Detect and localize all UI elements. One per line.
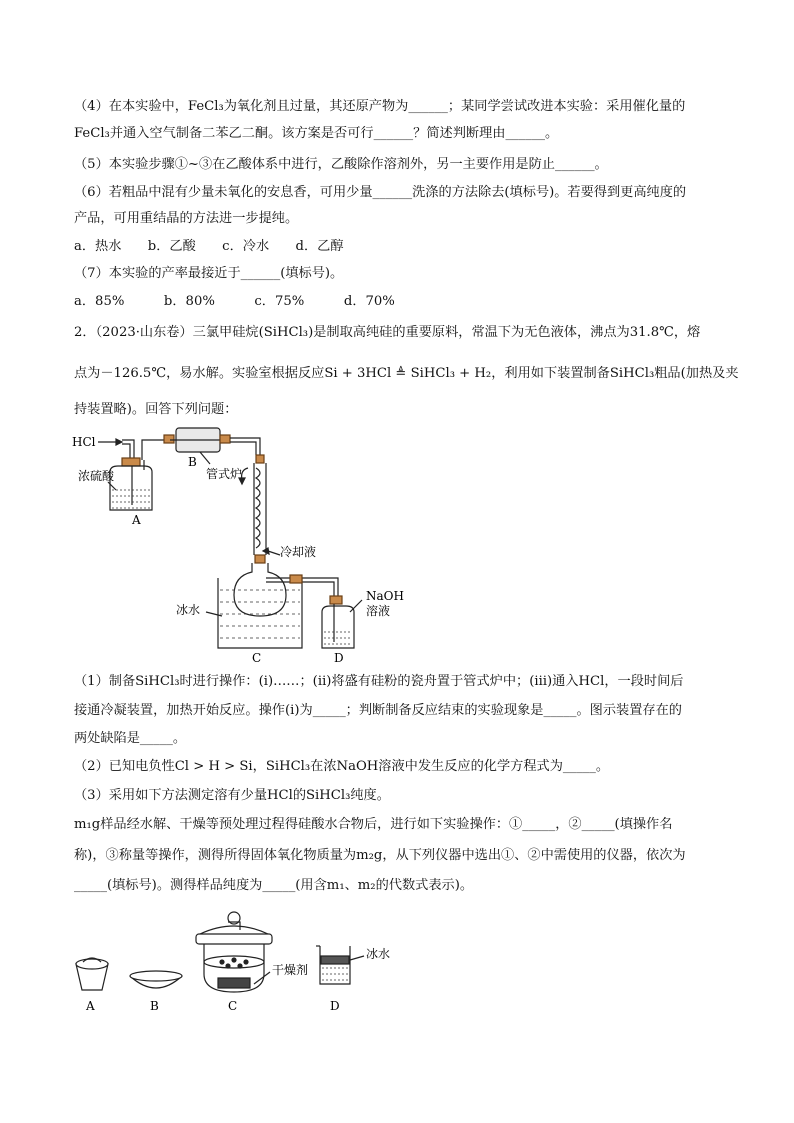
text-line: 两处缺陷是_____。: [74, 731, 187, 746]
text-line: （7）本实验的产率最接近于______(填标号)。: [74, 266, 344, 281]
hcl-label: HCl: [72, 435, 96, 449]
label-c: C: [252, 651, 262, 665]
text-line: 点为－126.5℃，易水解。实验室根据反应Si + 3HCl ≜ SiHCl₃ + H₂，利用如下装置制备SiHCl₃粗品(加热及夹: [74, 366, 739, 381]
text-line: （3）采用如下方法测定溶有少量HCl的SiHCl₃纯度。: [74, 788, 390, 803]
text-line: 持装置略)。回答下列问题：: [74, 402, 238, 417]
label-b: B: [150, 999, 159, 1013]
question-2-heading: 2．（2023·山东卷）三氯甲硅烷(SiHCl₃)是制取高纯硅的重要原料，常温下为无色液体，沸点为31.8℃，熔: [74, 325, 701, 340]
text-line: _____(填标号)。测得样品纯度为_____(用含m₁、m₂的代数式表示)。: [74, 878, 474, 893]
apparatus-diagram: [70, 420, 420, 665]
text-line: （6）若粗品中混有少量未氧化的安息香，可用少量______洗涤的方法除去(填标号)。若要得到更高纯度的: [74, 185, 687, 200]
label-b: B: [188, 455, 197, 469]
ice-water-label: 冰水: [176, 603, 201, 617]
desiccant-label: 干燥剂: [272, 963, 309, 977]
label-a: A: [132, 513, 141, 527]
label-a: A: [86, 999, 95, 1013]
instruments-diagram: [68, 900, 408, 1018]
text-line: a．热水 b．乙酸 c．冷水 d．乙醇: [74, 239, 344, 254]
text-line: （4）在本实验中，FeCl₃为氧化剂且过量，其还原产物为______；某同学尝试改进本实验：采用催化量的: [74, 99, 686, 114]
coolant-label: 冷却液: [280, 545, 317, 559]
furnace-label: 管式炉: [206, 467, 243, 481]
label-d: D: [330, 999, 340, 1013]
text-line: （2）已知电负性Cl > H > Si，SiHCl₃在浓NaOH溶液中发生反应的化学方程式为_____。: [74, 759, 610, 774]
naoh-label: NaOH: [366, 589, 404, 603]
solution-label: 溶液: [366, 604, 391, 618]
text-line: FeCl₃并通入空气制备二苯乙二酮。该方案是否可行______？简述判断理由______。: [74, 126, 559, 141]
text-line: 接通冷凝装置，加热开始反应。操作(ⅰ)为_____；判断制备反应结束的实验现象是_____。图示装置存在的: [74, 703, 682, 718]
text-line: 产品，可用重结晶的方法进一步提纯。: [74, 211, 299, 226]
text-line: （1）制备SiHCl₃时进行操作：(ⅰ)……；(ⅱ)将盛有硅粉的瓷舟置于管式炉中；(ⅲ)通入HCl，一段时间后: [74, 674, 684, 689]
label-d: D: [334, 651, 344, 665]
text-line: （5）本实验步骤①~③在乙酸体系中进行，乙酸除作溶剂外，另一主要作用是防止______。: [74, 157, 608, 172]
ice-water-label: 冰水: [366, 947, 391, 961]
text-line: 称)，③称量等操作，测得所得固体氧化物质量为m₂g，从下列仪器中选出①、②中需使用的仪器，依次为: [74, 848, 686, 863]
text-line: a．85% b．80% c．75% d．70%: [74, 294, 395, 309]
text-line: m₁g样品经水解、干燥等预处理过程得硅酸水合物后，进行如下实验操作：①_____，②_____(填操作名: [74, 817, 673, 832]
acid-label: 浓硫酸: [78, 469, 115, 483]
label-c: C: [228, 999, 238, 1013]
